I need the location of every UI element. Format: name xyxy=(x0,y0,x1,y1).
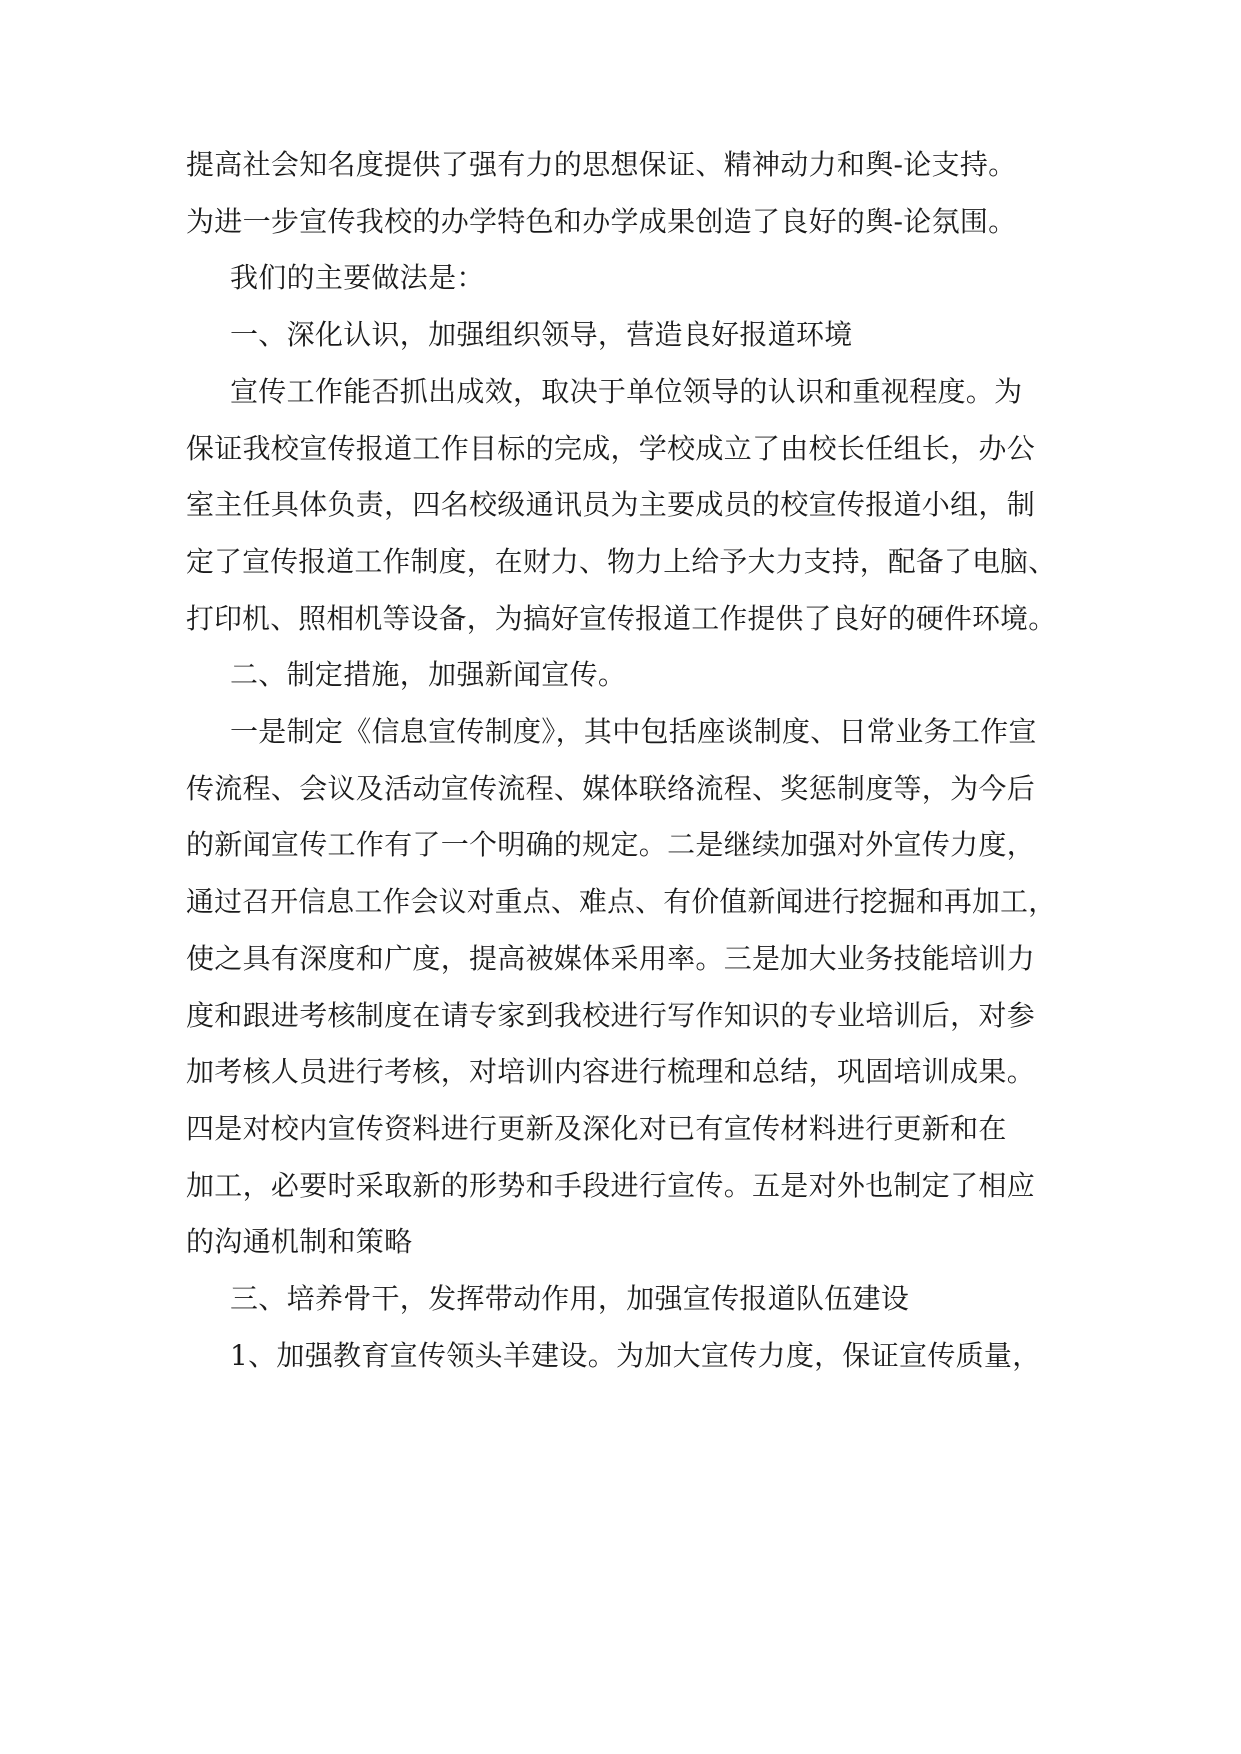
text-line: 度和跟进考核制度在请专家到我校进行写作知识的专业培训后，对参 xyxy=(186,999,1036,1032)
text-line: 加考核人员进行考核，对培训内容进行梳理和总结，巩固培训成果。 xyxy=(186,1055,1036,1088)
text-line: 我们的主要做法是： xyxy=(230,261,485,294)
section-heading: 二、制定措施，加强新闻宣传。 xyxy=(230,658,627,691)
text-line: 提高社会知名度提供了强有力的思想保证、精神动力和舆-论支持。 xyxy=(186,148,1017,181)
section-heading: 一、深化认识，加强组织领导，营造良好报道环境 xyxy=(230,318,853,351)
text-line: 通过召开信息工作会议对重点、难点、有价值新闻进行挖掘和再加工， xyxy=(186,885,1057,918)
text-line: 一是制定《信息宣传制度》，其中包括座谈制度、日常业务工作宣 xyxy=(230,715,1037,748)
text-line: 使之具有深度和广度，提高被媒体采用率。三是加大业务技能培训力 xyxy=(186,942,1036,975)
text-line: 为进一步宣传我校的办学特色和办学成果创造了良好的舆-论氛围。 xyxy=(186,205,1017,238)
text-line: 的新闻宣传工作有了一个明确的规定。二是继续加强对外宣传力度， xyxy=(186,828,1036,861)
section-heading: 三、培养骨干，发挥带动作用，加强宣传报道队伍建设 xyxy=(230,1282,910,1315)
text-line: 室主任具体负责，四名校级通讯员为主要成员的校宣传报道小组，制 xyxy=(186,488,1036,521)
text-line: 定了宣传报道工作制度，在财力、物力上给予大力支持，配备了电脑、 xyxy=(186,545,1057,578)
text-line: 宣传工作能否抓出成效，取决于单位领导的认识和重视程度。为 xyxy=(230,375,1023,408)
text-line: 保证我校宣传报道工作目标的完成，学校成立了由校长任组长，办公 xyxy=(186,432,1036,465)
text-line: 的沟通机制和策略 xyxy=(186,1225,413,1258)
text-line: 加工，必要时采取新的形势和手段进行宣传。五是对外也制定了相应 xyxy=(186,1169,1036,1202)
text-line: 1、加强教育宣传领头羊建设。为加大宣传力度，保证宣传质量， xyxy=(230,1339,1041,1372)
text-line: 四是对校内宣传资料进行更新及深化对已有宣传材料进行更新和在 xyxy=(186,1112,1007,1145)
text-line: 打印机、照相机等设备，为搞好宣传报道工作提供了良好的硬件环境。 xyxy=(186,602,1057,635)
text-line: 传流程、会议及活动宣传流程、媒体联络流程、奖惩制度等，为今后 xyxy=(186,772,1036,805)
